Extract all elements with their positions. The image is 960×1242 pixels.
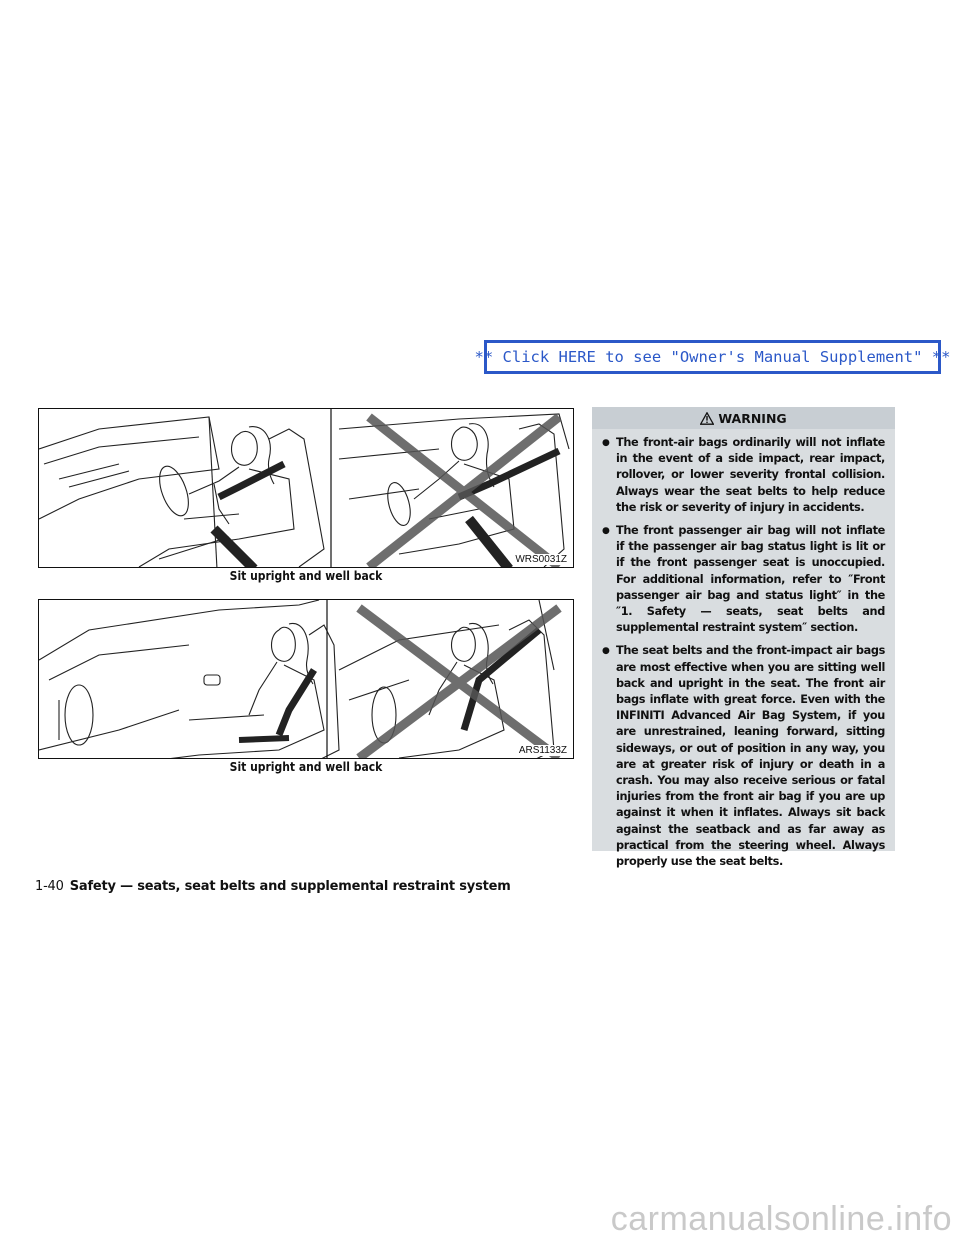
figure-passenger-seating: [38, 599, 574, 759]
warning-title: WARNING: [718, 410, 787, 426]
figure-driver-seating: [38, 408, 574, 568]
warning-header: [592, 407, 895, 429]
figure-code: ARS1133Z: [518, 745, 567, 756]
warning-item: ● The front passenger air bag will not inflate if the passenger air bag status light is lit or if the front passenger seat is unoccupied. For additional information, refer to ″Front passenger air bag and status light″ in the ″1. Safety — seats, seat belts and supplemental restraint system″ section.: [602, 523, 885, 636]
driver-seating-illustration: [39, 409, 574, 568]
page-number: 1-40: [35, 879, 64, 894]
section-title: Safety — seats, seat belts and supplemental restraint system: [69, 879, 511, 894]
warning-box: [592, 407, 895, 869]
page-footer: [35, 879, 511, 894]
site-watermark: carmanualsonline.info: [610, 1200, 952, 1238]
figure-caption: Sit upright and well back: [229, 760, 383, 774]
figure-caption: Sit upright and well back: [229, 569, 383, 583]
figure-code: WRS0031Z: [515, 554, 567, 565]
warning-list: [592, 429, 895, 870]
owners-manual-supplement-link[interactable]: ** Click HERE to see "Owner's Manual Supplement" **: [484, 340, 941, 374]
warning-item: ● The front-air bags ordinarily will not inflate in the event of a side impact, rear impact, rollover, or lower severity frontal collision. Always wear the seat belts to help reduce the risk or severity of injury in accidents.: [602, 435, 885, 516]
passenger-seating-illustration: [39, 600, 574, 759]
warning-item: ● The seat belts and the front-impact air bags are most effective when you are sitting well back and upright in the seat. The front air bags inflate with great force. Even with the INFINITI Advanced Air Bag System, if you are unrestrained, leaning forward, sitting sideways, or out of position in any way, you are at greater risk of injury or death in a crash. You may also receive serious or fatal injuries from the front air bag if you are up against it when it inflates. Always sit back against the seatback and as far away as practical from the steering wheel. Always properly use the seat belts.: [602, 643, 885, 870]
warning-triangle-icon: [700, 412, 714, 425]
